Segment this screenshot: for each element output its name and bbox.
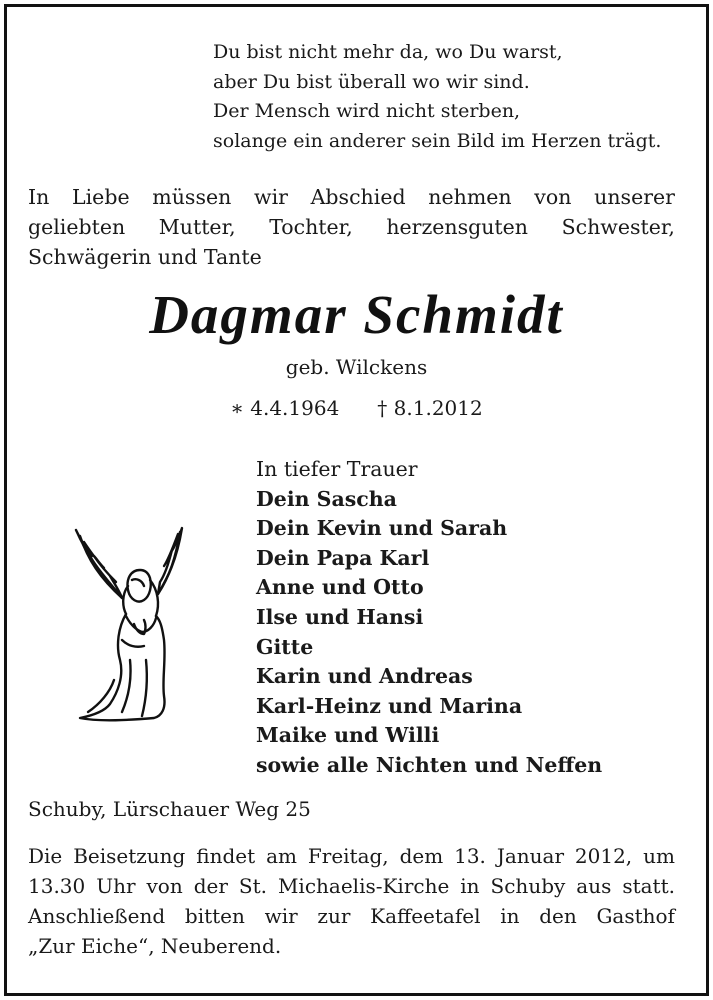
mourner-name: Gitte bbox=[256, 634, 314, 659]
family-address: Schuby, Lürschauer Weg 25 bbox=[28, 797, 311, 821]
maiden-name: geb. Wilckens bbox=[285, 355, 428, 379]
word: wir bbox=[254, 185, 288, 209]
word: Liebe bbox=[72, 185, 130, 209]
mourner-name: Anne und Otto bbox=[256, 575, 424, 600]
word: aus bbox=[576, 874, 612, 898]
mourner-name: Dein Papa Karl bbox=[256, 545, 430, 570]
funeral-line-2 bbox=[28, 871, 675, 901]
intro-line-2 bbox=[28, 212, 675, 242]
funeral-line-1 bbox=[28, 841, 675, 871]
poem-line: solange ein anderer sein Bild im Herzen trägt. bbox=[213, 129, 662, 152]
word: statt. bbox=[622, 874, 675, 898]
word: von bbox=[534, 185, 572, 209]
word: Januar bbox=[496, 844, 564, 868]
word: 13.30 bbox=[28, 874, 86, 898]
word: in bbox=[500, 904, 520, 928]
word: nehmen bbox=[428, 185, 512, 209]
word: Abschied bbox=[310, 185, 406, 209]
funeral-line-4: „Zur Eiche“, Neuberend. bbox=[28, 934, 282, 958]
word: der bbox=[193, 874, 228, 898]
word: herzensguten bbox=[386, 215, 529, 239]
life-dates bbox=[0, 396, 713, 420]
mourner-name: sowie alle Nichten und Neffen bbox=[256, 752, 603, 777]
mourners-list bbox=[256, 455, 602, 781]
intro-line-1 bbox=[28, 182, 675, 212]
intro-line-3: Schwägerin und Tante bbox=[28, 245, 262, 269]
mourner-name: Karin und Andreas bbox=[256, 664, 473, 689]
word: wir bbox=[264, 904, 298, 928]
intro-text bbox=[28, 182, 675, 272]
mourner-name: Dein Kevin und Sarah bbox=[256, 516, 508, 541]
birth-date: ∗ 4.4.1964 bbox=[230, 396, 340, 420]
word: den bbox=[539, 904, 577, 928]
mourner-name: Karl-Heinz und Marina bbox=[256, 693, 523, 718]
mourner-name: Ilse und Hansi bbox=[256, 604, 424, 629]
word: Uhr bbox=[96, 874, 136, 898]
word: Freitag, bbox=[307, 844, 389, 868]
deceased-name: Dagmar Schmidt bbox=[149, 284, 564, 345]
word: unserer bbox=[594, 185, 675, 209]
poem-line: Der Mensch wird nicht sterben, bbox=[213, 100, 521, 122]
word: dem bbox=[399, 844, 444, 868]
word: zur bbox=[317, 904, 351, 928]
funeral-line-3 bbox=[28, 901, 675, 931]
mourner-name: Dein Sascha bbox=[256, 486, 397, 511]
word: Beisetzung bbox=[73, 844, 186, 868]
word: um bbox=[643, 844, 675, 868]
word: Kaffeetafel bbox=[370, 904, 481, 928]
word: am bbox=[266, 844, 297, 868]
word: 2012, bbox=[574, 844, 633, 868]
word: Mutter, bbox=[158, 215, 236, 239]
poem-line: aber Du bist überall wo wir sind. bbox=[213, 70, 530, 93]
word: Gasthof bbox=[596, 904, 675, 928]
word: Schwester, bbox=[561, 215, 675, 239]
word: müssen bbox=[152, 185, 232, 209]
word: findet bbox=[196, 844, 256, 868]
mourner-name: Maike und Willi bbox=[256, 723, 440, 748]
funeral-notice bbox=[28, 841, 675, 961]
word: in bbox=[460, 874, 480, 898]
word: In bbox=[28, 185, 50, 209]
word: 13. bbox=[454, 844, 486, 868]
poem bbox=[213, 38, 661, 156]
word: bitten bbox=[184, 904, 245, 928]
mourning-lead: In tiefer Trauer bbox=[256, 457, 418, 481]
death-date: † 8.1.2012 bbox=[377, 396, 483, 420]
poem-line: Du bist nicht mehr da, wo Du warst, bbox=[213, 41, 563, 63]
word: von bbox=[146, 874, 183, 898]
word: Anschließend bbox=[28, 904, 166, 928]
angel-icon bbox=[70, 520, 190, 730]
word: geliebten bbox=[28, 215, 126, 239]
word: Schuby bbox=[490, 874, 566, 898]
word: Michaelis-Kirche bbox=[277, 874, 450, 898]
word: Tochter, bbox=[269, 215, 353, 239]
word: St. bbox=[238, 874, 267, 898]
word: Die bbox=[28, 844, 63, 868]
